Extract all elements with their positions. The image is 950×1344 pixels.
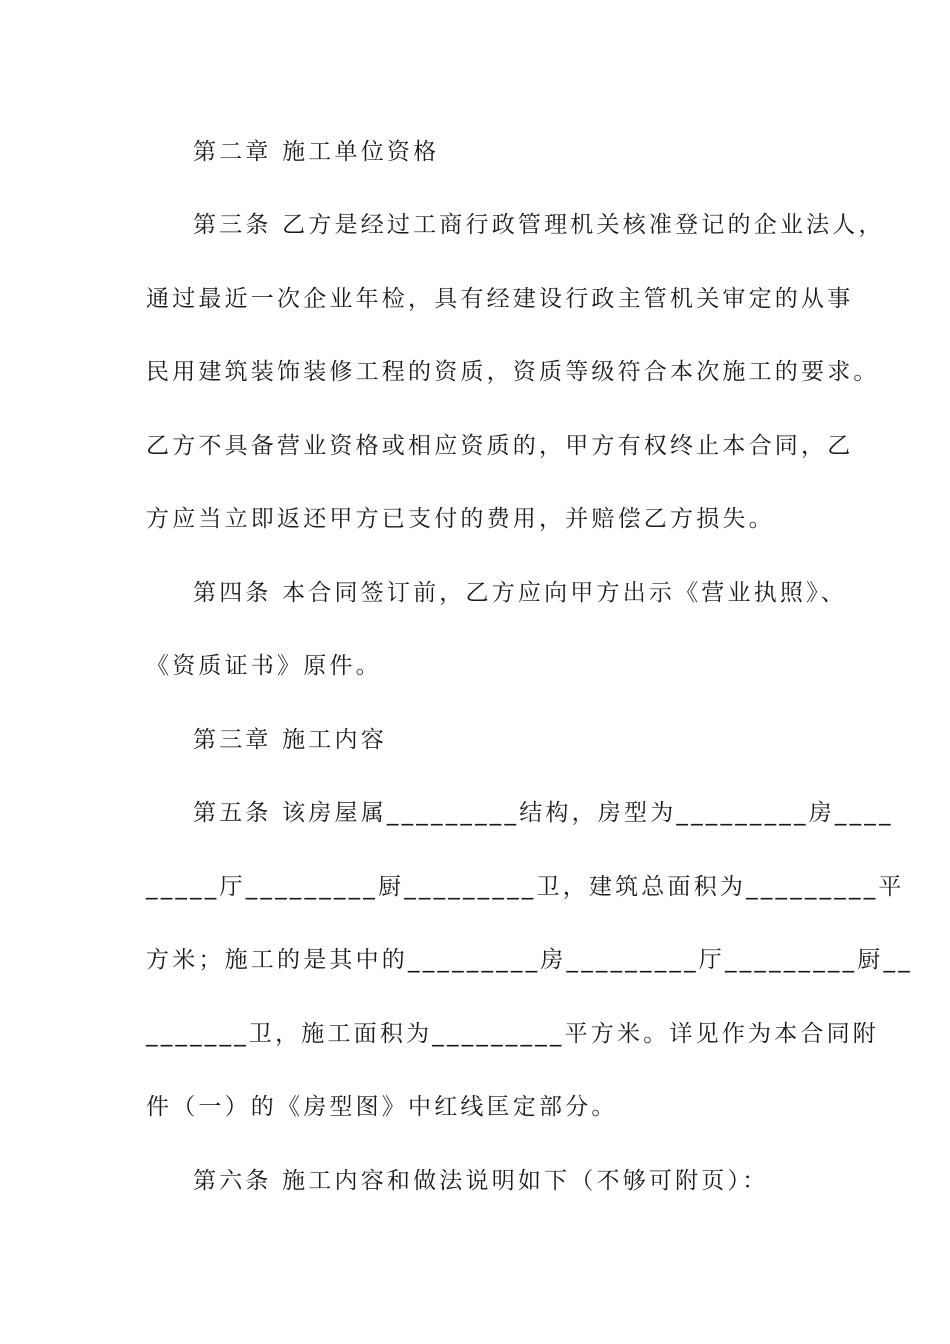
- article-4-line-2: 《资质证书》原件。: [146, 653, 382, 679]
- article-3-line-1: 第三条 乙方是经过工商行政管理机关核准登记的企业法人，: [193, 212, 885, 238]
- article-5-line-3: 方米；施工的是其中的_________房_________厅_________厨__: [146, 947, 913, 973]
- chapter-heading: 第三章 施工内容: [193, 727, 387, 753]
- article-3-line-2: 通过最近一次企业年检，具有经建设行政主管机关审定的从事: [146, 286, 854, 312]
- article-4-line-1: 第四条 本合同签订前，乙方应向甲方出示《营业执照》、: [193, 580, 848, 606]
- article-5-line-5: 件（一）的《房型图》中红线匡定部分。: [146, 1094, 618, 1120]
- article-3-line-3: 民用建筑装饰装修工程的资质，资质等级符合本次施工的要求。: [146, 359, 880, 385]
- article-6-line-1: 第六条 施工内容和做法说明如下（不够可附页）：: [193, 1168, 769, 1194]
- article-5-line-2: _____厅_________厨_________卫，建筑总面积为_________平: [146, 874, 905, 900]
- article-3-line-5: 方应当立即返还甲方已支付的费用，并赔偿乙方损失。: [146, 506, 775, 532]
- article-5-line-1: 第五条 该房屋属_________结构，房型为_________房____: [193, 800, 894, 826]
- chapter-heading: 第二章 施工单位资格: [193, 139, 440, 165]
- article-3-line-4: 乙方不具备营业资格或相应资质的，甲方有权终止本合同，乙: [146, 433, 854, 459]
- article-5-line-4: _______卫，施工面积为_________平方米。详见作为本合同附: [146, 1021, 879, 1047]
